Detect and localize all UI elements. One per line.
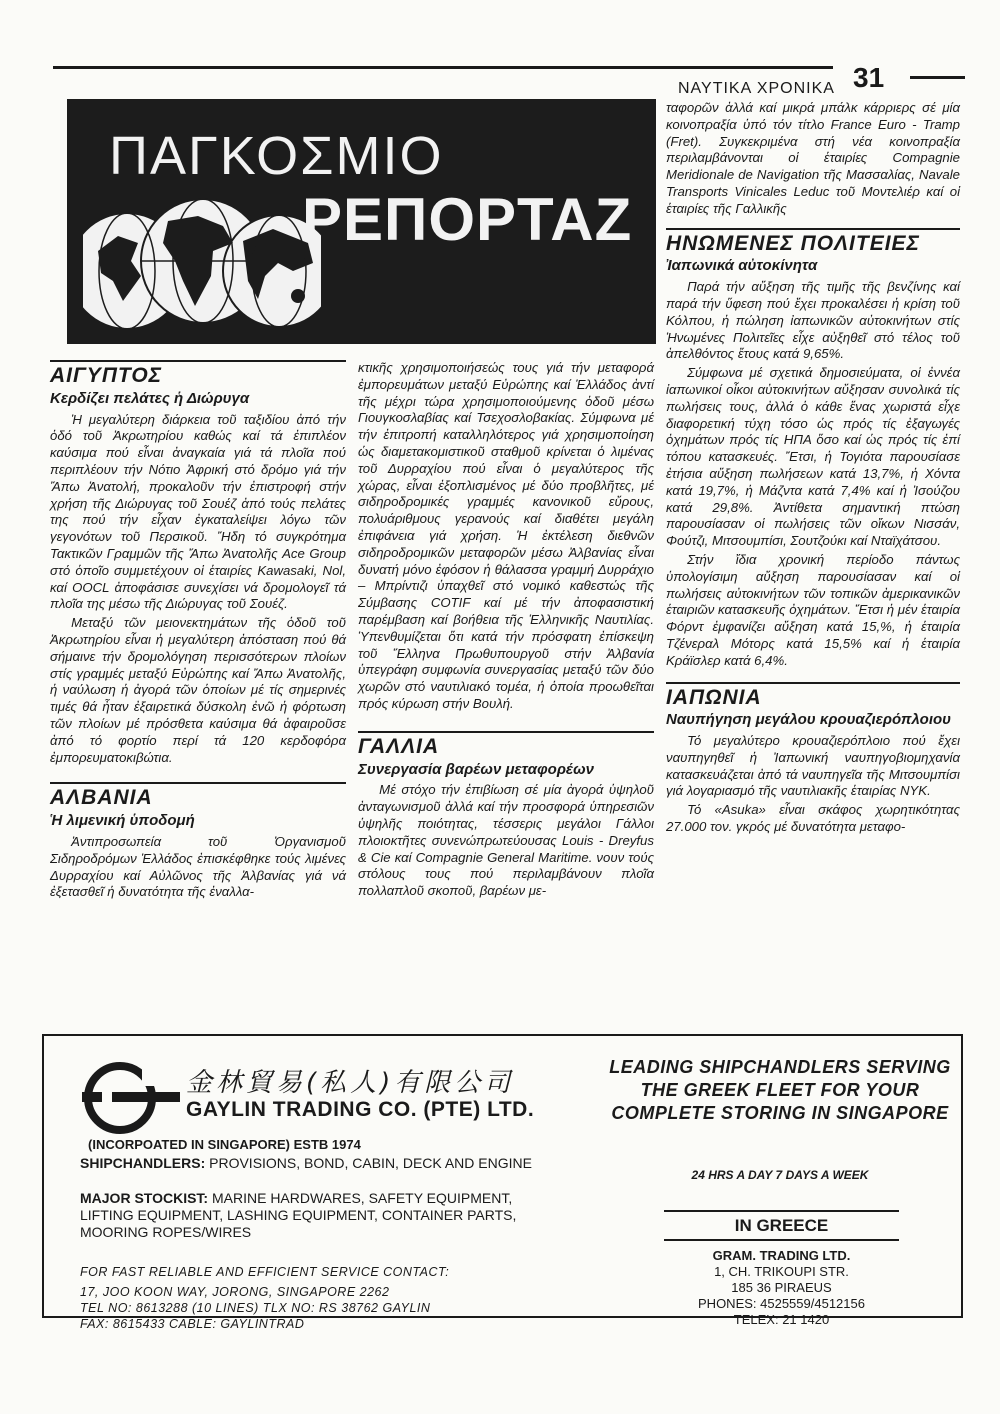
greek-agent-telex: TELEX: 21 1420 [733,1312,830,1327]
column-3 [666,100,960,838]
contact-line: FOR FAST RELIABLE AND EFFICIENT SERVICE CONTACT: [80,1265,450,1279]
in-greece-rule-bottom [664,1239,899,1241]
gaylin-logo-icon [82,1058,182,1138]
headline-heavy-carriers: Συνεργασία βαρέων μεταφορέων [358,760,594,778]
telephone-telex: TEL NO: 8613288 (10 LINES) TLX NO: RS 38762 GAYLIN [80,1301,431,1315]
article-paragraph: Ἡ μεγαλύτερη διάρκεια τοῦ ταξιδίου ἀπό τήν ὁδό τοῦ Ἀκρωτηρίου καθώς καί τά ἐπιπλέον καύσιμα πού εἶναι ἀναγκαία γιά τά πλοῖα πού περιπλέουν τήν Νότιο Ἀφρική στό δρόμο γιά τήν Ἄπω Ἀνατολή, προκαλοῦν τήν ἐπιστροφή στήν χρήση τῆς Διώρυγας τοῦ Σουέζ ἀπό τούς πελάτες της πού τήν εἶχαν ἐγκαταλείψει λόγω τῶν γεγονότων τοῦ Περσικοῦ. Ἤδη τό συγκρότημα Τακτικῶν Γραμμῶν τῆς Ἄπω Ἀνατολῆς Ace Group στό ὁποῖο συμμετέχουν οἱ ἑταιρίες Kawasaki, Nol, καί OOCL ἀποφάσισε συνεχίσει νά δρομολογεῖ τά πλοῖα της μέσω τῆς Διώρυγας τοῦ Σουέζ. [50,411,346,612]
stockist-text-2: LIFTING EQUIPMENT, LASHING EQUIPMENT, CONTAINER PARTS, MOORING ROPES/WIRES [80,1207,517,1240]
service-hours: 24 HRS A DAY 7 DAYS A WEEK [691,1168,869,1182]
greek-agent-phones: PHONES: 4525559/4512156 [698,1296,865,1311]
section-banner [67,99,656,344]
chinese-company-name: 金林貿易(私人)有限公司 [186,1068,515,1098]
headline-suez-canal: Κερδίζει πελάτες ἡ Διώρυγα [50,389,250,407]
article-paragraph: Ἀντιπροσωπεία τοῦ Ὀργανισμοῦ Σιδηροδρόμων Ἑλλάδος ἐπισκέφθηκε τούς λιμένες Δυρραχίου καί Αὐλῶνος τῆς Ἀλβανίας γιά νά ἐξετασθεῖ ἡ δυνατότητα τῆς ἐναλλα- [50,833,346,900]
article-paragraph: Σύμφωνα μέ σχετικά δημοσιεύματα, οἱ ἐννέα ἰαπωνικοί οἶκοι αὐτοκινήτων αὔξησαν συνολικά τίς πωλήσεις τους, ἀλλά ὁ κάθε ἕνας χωριστά εἶχε διαφορετική τύχη τόσο ὡς πρός τίς ἐξαγωγές ὀχημάτων πρός τίς ΗΠΑ ὅσο καί ὡς πρός τίς ἐπί τόπου κατασκευές. Ἔτσι, ἡ Τογιότα παρουσίασε ἐτήσια αὔξηση πωλήσεων κατά 13,7%, ἡ Χόντα κατά 19,7%, ἡ Μάζντα κατά 7,4% καί ἡ Ἰσούζου κατά 29,8%. Ἀντίθετα σημαντική πτώση παρουσίασαν οἱ πωλήσεις τῶν οἴκων Νισσάν, Φούτζι, Μιτσουμπίσι, Σουτζούκι καί Νταϊχάτσου. [666,365,960,549]
slogan: LEADING SHIPCHANDLERS SERVING THE GREEK FLEET FOR YOUR COMPLETE STORING IN SINGAPORE [609,1057,951,1123]
headline-port-infrastructure: Ἡ λιμενική ὑποδομή [50,812,195,830]
stockist-line [80,1190,540,1241]
greek-agent-city: 185 36 PIRAEUS [731,1280,832,1295]
article-paragraph: Παρά τήν αὔξηση τῆς τιμῆς τῆς βενζίνης καί παρά τήν ὕφεση πού ἔχει προκαλέσει ἡ κρίση τοῦ Κόλπου, ἡ πώληση ἰαπωνικῶν αὐτοκινήτων στίς Ἡνωμένες Πολιτεῖες εἶχε αὐξηθεῖ στό τέλος τοῦ ἀπελθόντος ἔτους κατά 9,65%. [666,279,960,362]
shipchandlers-label: SHIPCHANDLERS: [80,1155,206,1171]
section-japan-title: ΙΑΠΩΝΙΑ [666,685,762,709]
article-paragraph: Μεταξύ τῶν μειονεκτημάτων τῆς ὁδοῦ τοῦ Ἀκρωτηρίου εἶναι ἡ μεγαλύτερη ἀπόσταση πού θά σήμαινε τήν δρομολόγηση περισσότερων πλοίων στίς γραμμές μεταξύ Εὐρώπης καί Ἄπω Ἀνατολῆς, ἡ ναύλωση ἡ ἀγορά τῶν ὁποίων μέ τίς σημερινές τιμές θά ἦταν ἐξαιρετικά δύσκολη ἐνῶ ἡ φόρτωση τῶν πλοίων μέ πρόσθετα καύσιμα θά ἀφαιροῦσε ἀπό τό φορτίο περί τά 120 κερδοφόρα ἐμπορευματοκιβώτια. [50,615,346,765]
section-usa-title: ΗΝΩΜΕΝΕΣ ΠΟΛΙΤΕΙΕΣ [666,231,920,255]
article-paragraph: Τό μεγαλύτερο κρουαζιερόπλοιο πού ἔχει ναυπηγηθεῖ ἡ Ἰαπωνική ναυπηγοβιομηχανία κατασκευάζεται ἀπό τά ναυπηγεῖα τῆς Μιτσουμπίσι γιά λογαριασμό τῆς ναυτιλιακῆς ἑταιρίας ΝΥΚ. [666,733,960,799]
page-number: 31 [853,62,885,93]
article-paragraph: Μέ στόχο τήν ἐπιβίωση σέ μία ἀγορά ὑψηλοῦ ἀνταγωνισμοῦ ἀλλά καί τήν προσφορά ὑπηρεσιῶν ὑψηλῆς ποιότητας, τέσσερις μεγάλοι Γάλλοι πλοιοκτῆτες συνενώπρωτεύουσας Louis - Dreyfus & Cie καί Compagnie General Maritime. νουν τούς στόλους τους πού περιλαμβάνουν πλοῖα πολλαπλοῦ σκοποῦ, βαρέων με- [358,782,654,899]
banner-title-line1: ΠΑΓΚΟΣΜΙΟ [109,126,444,186]
section-egypt-title: ΑΙΓΥΠΤΟΣ [50,364,163,387]
gaylin-advertisement [42,1034,963,1331]
column-1 [50,360,346,903]
greek-agent-street: 1, CH. TRIKOUPI STR. [714,1264,849,1279]
shipchandlers-text: PROVISIONS, BOND, CABIN, DECK AND ENGINE [205,1155,532,1171]
stockist-label: MAJOR STOCKIST: [80,1190,209,1206]
banner-title-line2: ΡΕΠΟΡΤΑΖ [302,186,633,253]
stockist-text: MARINE HARDWARES, SAFETY EQUIPMENT, [208,1190,513,1206]
world-globes-icon [83,181,321,341]
article-paragraph: ταφορῶν ἀλλά καί μικρά μπάλκ κάρριερς σέ μία κοινοπραξία ὑπό τόν τίτλο France Euro - Tramp (Fret). Συγκεκριμένα στή νέα κοινοπραξία περιλαμβάνονται οἱ ἑταιρίες Compagnie Meridionale de Navigation τῆς Μασσαλίας, Navale Transports Vinicales Leduc τοῦ Μοντελιέρ καί οἱ ἑταιρίες τῆς Γαλλικῆς [666,100,960,216]
fax-cable: FAX: 8615433 CABLE: GAYLINTRAD [80,1317,305,1331]
article-paragraph: Τό «Asuka» εἶναι σκάφος χωρητικότητας 27.000 τον. γκρός μέ δυνατότητα μεταφο- [666,802,960,835]
section-rule [358,731,654,733]
section-rule [666,682,960,684]
in-greece-heading: IN GREECE [734,1216,829,1235]
in-greece-rule-top [664,1210,899,1212]
publication-name: ΝΑΥΤΙΚΑ ΧΡΟΝΙΚΑ [678,80,835,97]
greek-agent-name: GRAM. TRADING LTD. [712,1248,851,1263]
article-paragraph: Στήν ἴδια χρονική περίοδο πάντως ὑπολογίσιμη αὔξηση παρουσίασαν καί οἱ πωλήσεις αὐτοκινήτων τῶν τοπικῶν ἀμερικανικῶν ἑταιριῶν κατασκευῆς ὀχημάτων. Ἔτσι ἡ μέν ἑταιρία Φόρντ ἐμφανίζει αὔξηση κατά 15,%, ἡ ἑταιρία Τζένεραλ Μότορς κατά 15,5% καί ἡ ἑταιρία Κράϊσλερ κατά 6,4%. [666,551,960,668]
company-name: GAYLIN TRADING CO. (PTE) LTD. [186,1098,535,1121]
header-rule [53,66,833,69]
section-rule [50,360,346,362]
incorporation-line: (INCORPOATED IN SINGAPORE) ESTB 1974 [88,1137,361,1152]
section-rule [50,782,346,784]
headline-cruise-ship: Ναυπήγηση μεγάλου κρουαζιερόπλοιου [666,711,952,729]
singapore-address: 17, JOO KOON WAY, JORONG, SINGAPORE 2262 [80,1285,390,1299]
section-albania-title: ΑΛΒΑΝΙΑ [50,786,153,810]
header-rule-right [910,76,965,79]
headline-japanese-cars: Ἰαπωνικά αὐτοκίνητα [666,257,818,275]
section-rule [666,228,960,230]
section-france-title: ΓΑΛΛΙΑ [358,734,440,758]
shipchandlers-line [80,1155,540,1172]
column-2 [358,360,654,902]
article-paragraph: κτικῆς χρησιμοποιήσεώς τους γιά τήν μεταφορά ἐμπορευμάτων μεταξύ Εὐρώπης καί Ἑλλάδος ἀντί τῆς μέχρι τώρα χρησιμοποιούμενης ὁδοῦ μέσω Γιουγκοσλαβίας καί Τσεχοσλοβακίας. Σύμφωνα μέ τήν ἐπιτροπή καταλληλότερος γιά χρησιμοποίηση ὡς διαμετακομιστικοῦ σταθμοῦ κρίνεται ὁ λιμένας τοῦ Δυρραχίου πού εἶναι ὁ μεγαλύτερος τῆς χώρας, εἶναι ἐξοπλισμένος μέ δύο προβλῆτες, μέ σιδηροδρομικές γραμμές κανονικοῦ εὔρους, πολυάριθμους γερανούς καί διαθέτει μεγάλη ἐπιφάνεια γιά χρήση. Ἡ ἐκτέλεση διεθνῶν σιδηροδρομικῶν μεταφορῶν μέσω Ἀλβανίας εἶναι δυνατή μόνο ἐφόσον ἡ θάλασσα γραμμή Δυρράχιο – Μπρίντιζι ὑπαχθεῖ στό νομικό καθεστώς τῆς Σύμβασης COTIF καί μέ τήν ἀποφασιστική παρέμβαση καί βοήθεια τῆς Ἑλληνικῆς Ναυτιλίας. Ὑπενθυμίζεται ὅτι κατά τήν πρόσφατη ἐπίσκεψη τοῦ Ἕλληνα Πρωθυπουργοῦ στήν Ἀλβανία ὑπεγράφη συμφωνία συνεργασίας μεταξύ τῶν δύο χωρῶν στό ναυτιλιακό τομέα, ἡ ὁποία προωθεῖται πρός κύρωση στήν Βουλή. [358,360,654,711]
